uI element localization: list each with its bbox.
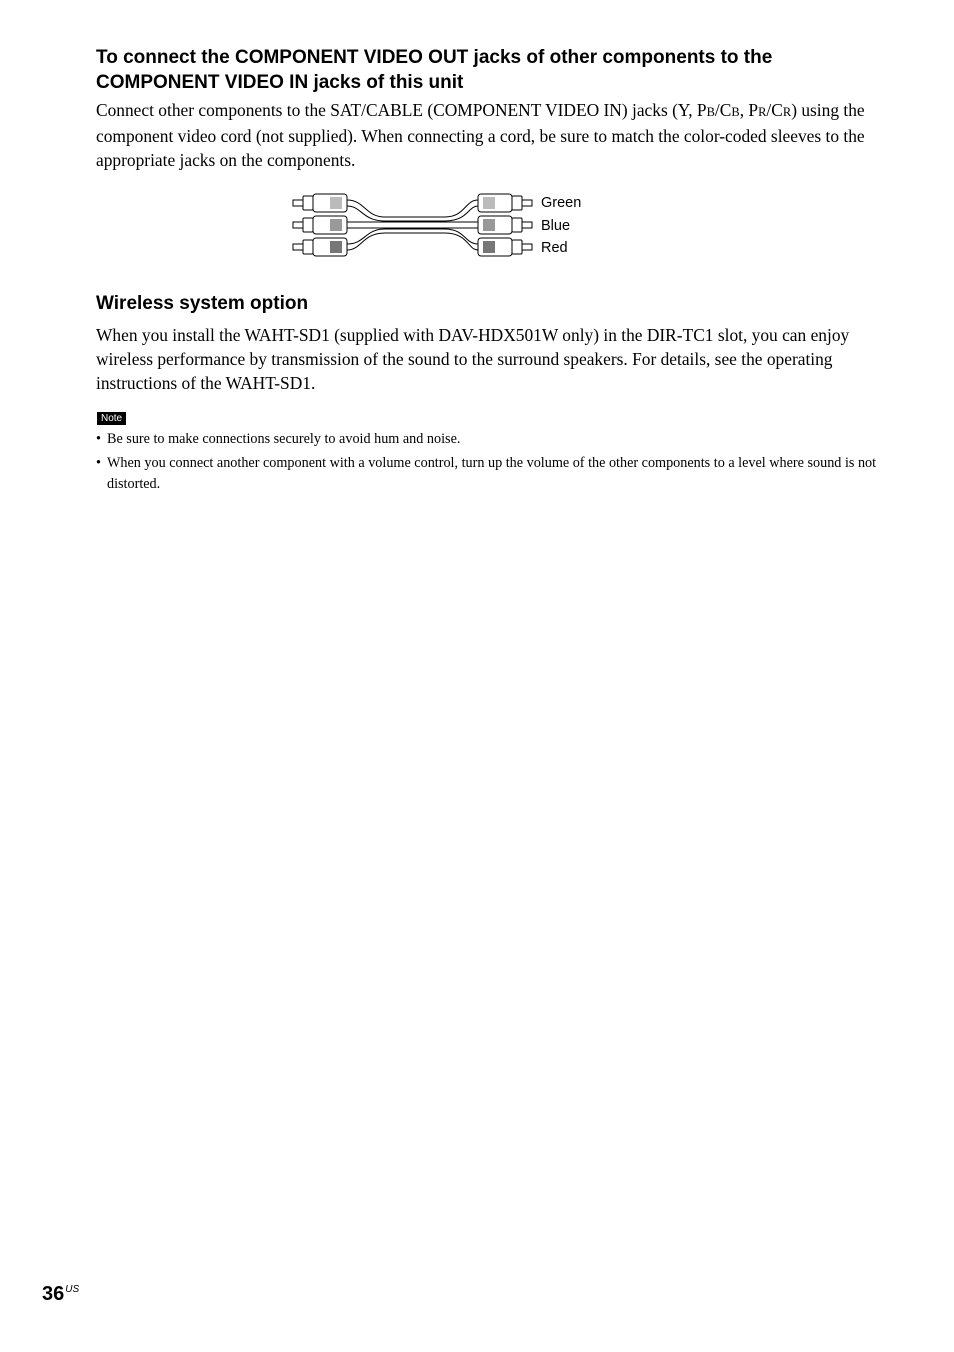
left-plug-red xyxy=(293,238,347,256)
pb-subscript: B xyxy=(706,105,715,119)
right-plug-red xyxy=(478,238,532,256)
note-list xyxy=(96,429,891,498)
para-text: , P xyxy=(739,100,759,120)
bullet: • xyxy=(96,431,101,447)
para-text: ) using the component video cord (not supplied). When connecting a cord, be sure to match the color-coded sleeves to the appropriate jacks on the components. xyxy=(96,100,865,170)
bullet: • xyxy=(96,455,101,471)
label-blue: Blue xyxy=(541,217,571,234)
note-item xyxy=(96,429,891,450)
page-number xyxy=(42,1283,79,1306)
note-badge: Note xyxy=(97,412,126,425)
section-heading-component-video: To connect the COMPONENT VIDEO OUT jacks of other components to the COMPONENT VIDEO IN jacks of this unit xyxy=(96,47,773,93)
note-text: When you connect another component with a volume control, turn up the volume of the other components to a level where sound is not distorted. xyxy=(107,455,877,492)
label-green: Green xyxy=(541,195,582,211)
left-plug-green xyxy=(293,194,347,212)
right-plug-blue xyxy=(478,216,532,234)
wireless-paragraph: When you install the WAHT-SD1 (supplied with DAV-HDX501W only) in the DIR-TC1 slot, you can enjoy wireless performance by transmission of the sound to the surround speakers. For details, see the operating instructions of the WAHT-SD1. xyxy=(96,325,850,393)
section-heading-wireless: Wireless system option xyxy=(96,293,309,314)
note-item xyxy=(96,453,891,495)
cr-subscript: R xyxy=(782,105,792,119)
page-number-suffix: US xyxy=(65,1284,80,1295)
pr-subscript: R xyxy=(758,105,767,119)
right-plug-green xyxy=(478,194,532,212)
page-number-value: 36 xyxy=(42,1283,65,1305)
label-red: Red xyxy=(541,240,568,256)
para-text: Connect other components to the SAT/CABLE (COMPONENT VIDEO IN) jacks (Y, P xyxy=(96,100,707,120)
note-text: Be sure to make connections securely to avoid hum and noise. xyxy=(107,431,461,447)
para-text: /C xyxy=(714,100,732,120)
cb-subscript: B xyxy=(731,105,740,119)
figure-color-labels xyxy=(541,192,581,260)
left-plug-blue xyxy=(293,216,347,234)
component-video-paragraph xyxy=(96,98,886,172)
para-text: /C xyxy=(766,100,783,120)
